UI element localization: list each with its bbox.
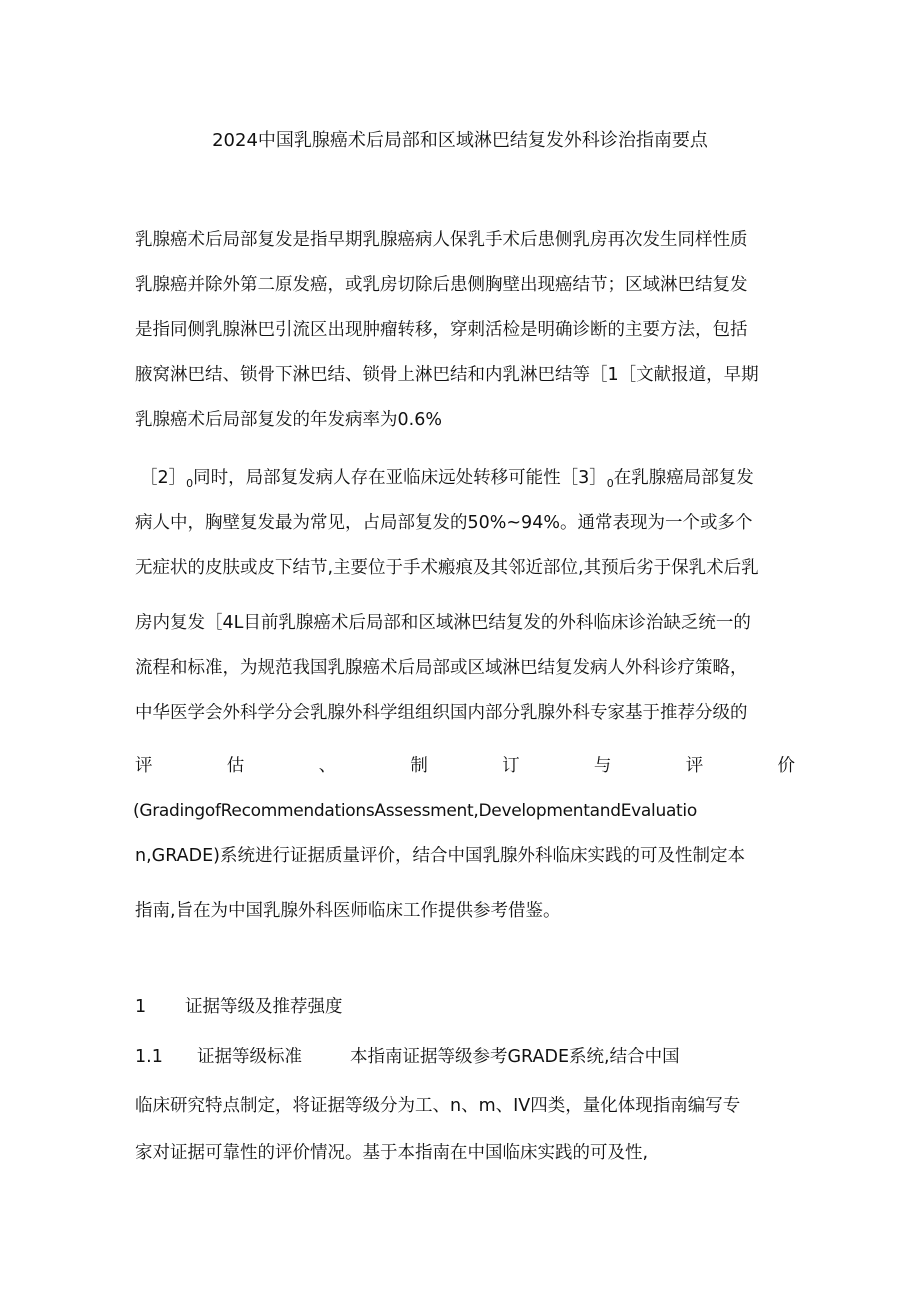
spread-char: 与	[593, 756, 612, 776]
spread-char: 评	[135, 756, 153, 776]
spread-char: 、	[318, 756, 337, 776]
paragraph-line: 流程和标准，为规范我国乳腺癌术后局部或区域淋巴结复发病人外科诊疗策略，	[135, 658, 748, 678]
paragraph-line: (GradingofRecommendationsAssessment,DevelopmentandEvaluatio	[133, 801, 697, 821]
paragraph-line: 家对证据可靠性的评价情况。基于本指南在中国临床实践的可及性,	[135, 1143, 649, 1163]
subsection-number: 1.1	[135, 1047, 163, 1067]
paragraph-line: 乳腺癌术后局部复发的年发病率为0.6%	[135, 410, 442, 430]
paragraph-line: n,GRADE)系统进行证据质量评价，结合中国乳腺外科临床实践的可及性制定本	[135, 846, 745, 866]
text-segment: 同时，局部复发病人存在亚临床远处转移可能性［3］	[193, 468, 607, 488]
section-heading	[135, 994, 343, 1020]
paragraph-line: 中华医学会外科学分会乳腺外科学组组织国内部分乳腺外科专家基于推荐分级的	[135, 703, 748, 723]
spread-char: 估	[226, 756, 245, 776]
paragraph-line: 病人中，胸壁复发最为常见，占局部复发的50%~94%。通常表现为一个或多个	[135, 513, 753, 533]
paragraph-line: 指南,旨在为中国乳腺外科医师临床工作提供参考借鉴。	[135, 901, 561, 921]
paragraph-line	[140, 465, 754, 497]
spread-char: 评	[685, 756, 704, 776]
paragraph-line: 乳腺癌并除外第二原发癌，或乳房切除后患侧胸壁出现癌结节；区域淋巴结复发	[135, 275, 748, 295]
citation-ref: ［2］	[140, 468, 187, 488]
subscript-mark: 0	[186, 477, 194, 490]
spread-text-line	[135, 753, 795, 779]
paragraph-line: 房内复发［4L目前乳腺癌术后局部和区域淋巴结复发的外科临床诊治缺乏统一的	[135, 613, 751, 633]
subsection-title: 证据等级标准	[197, 1047, 302, 1067]
paragraph-line: 乳腺癌术后局部复发是指早期乳腺癌病人保乳手术后患侧乳房再次发生同样性质	[135, 230, 748, 250]
subsection-heading	[135, 1044, 680, 1070]
text-segment: 在乳腺癌局部复发	[613, 468, 754, 488]
spread-char: 订	[502, 756, 520, 776]
section-number: 1	[135, 997, 147, 1017]
subscript-mark: 0	[606, 477, 614, 490]
paragraph-line: 临床研究特点制定，将证据等级分为工、n、m、IV四类，量化体现指南编写专	[135, 1096, 741, 1116]
subsection-text: 本指南证据等级参考GRADE系统,结合中国	[350, 1047, 680, 1067]
paragraph-line: 无症状的皮肤或皮下结节,主要位于手术瘢痕及其邻近部位,其预后劣于保乳术后乳	[135, 558, 759, 578]
paragraph-line: 是指同侧乳腺淋巴引流区出现肿瘤转移，穿刺活检是明确诊断的主要方法，包括	[135, 320, 748, 340]
document-title: 2024中国乳腺癌术后局部和区域淋巴结复发外科诊治指南要点	[212, 130, 708, 151]
spread-char: 制	[410, 756, 428, 776]
section-title: 证据等级及推荐强度	[185, 997, 343, 1017]
paragraph-line: 腋窝淋巴结、锁骨下淋巴结、锁骨上淋巴结和内乳淋巴结等［1［文献报道，早期	[135, 365, 759, 385]
spread-char: 价	[777, 756, 795, 776]
